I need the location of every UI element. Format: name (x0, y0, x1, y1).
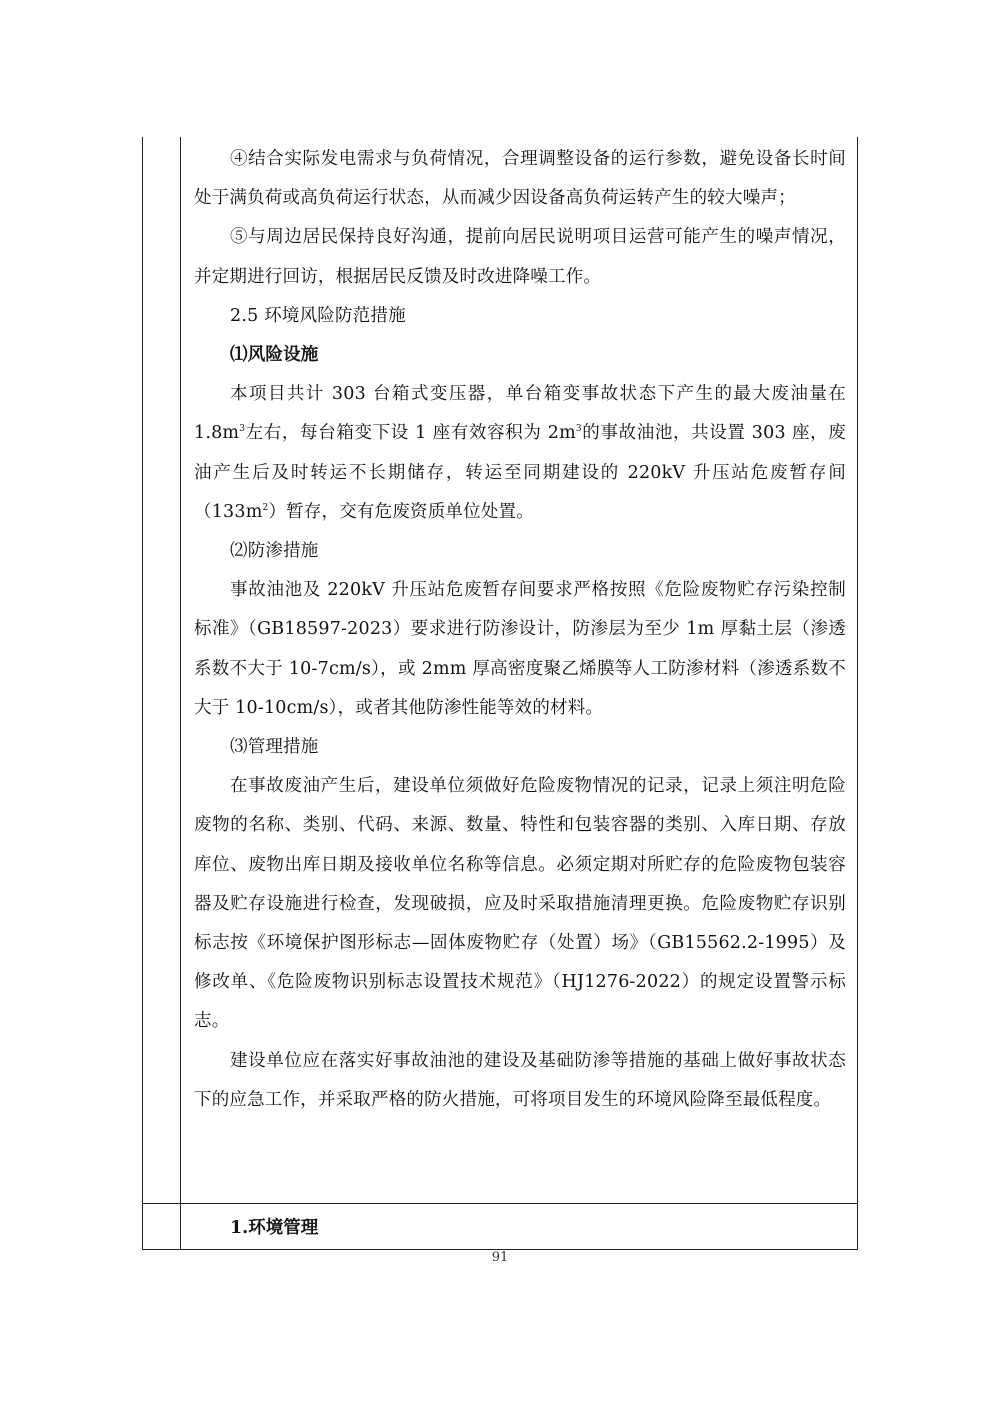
paragraph-risk-facility (194, 375, 846, 532)
page-number: 91 (491, 1250, 509, 1265)
superscript-square: 2 (262, 503, 269, 513)
table-left-column-divider (180, 137, 181, 1250)
superscript-cubic-2: 3 (575, 424, 582, 435)
paragraph-seepage: 事故油池及 220kV 升压站危废暂存间要求严格按照《危险废物贮存污染控制标准》（GB18597-2023）要求进行防渗设计，防渗层为至少 1m 厚黏土层（渗透系数不大于 10-7cm/s），或 2mm 厚高密度聚乙烯膜等人工防渗材料（渗透系数不大于 10-10cm/s），或者其他防渗性能等效的材料。 (194, 580, 846, 718)
paragraph-noise-5: ⑤与周边居民保持良好沟通，提前向居民说明项目运营可能产生的噪声情况，并定期进行回访，根据居民反馈及时改进降噪工作。 (194, 227, 846, 287)
subheading-risk-facility: ⑴风险设施 (230, 345, 319, 366)
facility-text-1: 本项目共计 303 台箱式变压器，单台箱变事故状态下产生的最大废油量在 1.8m (194, 384, 846, 444)
superscript-cubic-1: 3 (239, 424, 246, 435)
section-heading-environment-management: 1.环境管理 (230, 1218, 319, 1238)
facility-text-4: ）暂存，交有危废资质单位处置。 (268, 501, 534, 522)
facility-text-3: 的事故油池，共设置 303 座，废油产生后及时转运不长期储存，转运至同期建设的 220kV 升压站危废暂存间（133m (194, 423, 846, 522)
subheading-management: ⑶管理措施 (230, 737, 319, 758)
section-heading-risk: 2.5 环境风险防范措施 (230, 305, 406, 326)
paragraph-emergency: 建设单位应在落实好事故油池的建设及基础防渗等措施的基础上做好事故状态下的应急工作，并采取严格的防火措施，可将项目发生的环境风险降至最低程度。 (194, 1050, 846, 1110)
paragraph-management: 在事故废油产生后，建设单位须做好危险废物情况的记录，记录上须注明危险废物的名称、类别、代码、来源、数量、特性和包装容器的类别、入库日期、存放库位、废物出库日期及接收单位名称等信息。必须定期对所贮存的危险废物包装容器及贮存设施进行检查，发现破损，应及时采取措施清理更换。危险废物贮存识别标志按《环境保护图形标志—固体废物贮存（处置）场》（GB15562.2-1995）及修改单、《危险废物识别标志设置技术规范》（HJ1276-2022）的规定设置警示标志。 (194, 776, 846, 1032)
table-cell-content (194, 140, 846, 1120)
table-row-divider (142, 1203, 858, 1204)
facility-text-2: 左右，每台箱变下设 1 座有效容积为 2m (245, 423, 576, 444)
subheading-seepage: ⑵防渗措施 (230, 541, 319, 562)
paragraph-noise-4: ④结合实际发电需求与负荷情况，合理调整设备的运行参数，避免设备长时间处于满负荷或高负荷运行状态，从而减少因设备高负荷运转产生的较大噪声； (194, 149, 846, 209)
